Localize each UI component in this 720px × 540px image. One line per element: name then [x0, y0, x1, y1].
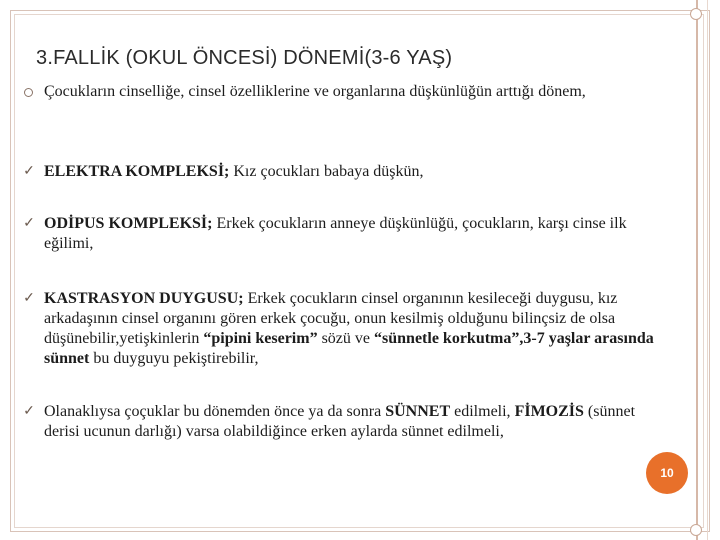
bullet-item	[22, 82, 672, 102]
decorative-rail	[696, 0, 698, 540]
page-number-badge: 10	[646, 452, 688, 494]
ring-top-icon	[690, 8, 702, 20]
bullet-bold-term: ODİPUS KOMPLEKSİ;	[44, 215, 213, 232]
bullet-bold-quote: “sünnetle korkutma”,3-7 yaşlar arasında sünnet	[44, 330, 654, 367]
bullet-bold-term: ELEKTRA KOMPLEKSİ;	[44, 163, 230, 180]
bullet-text: Olanaklıysa çoçuklar bu dönemden önce ya da sonra	[44, 403, 386, 420]
check-icon: ✓	[23, 291, 35, 306]
bullet-text: Çocukların cinselliğe, cinsel özelliklerine ve organlarına düşkünlüğün arttığı dönem,	[44, 83, 586, 100]
bullet-item	[22, 162, 672, 182]
bullet-text: Erkek çocukların cinsel organının kesileceği duygusu, kız arkadaşının cinsel organını gören erkek çocuğu, onun kesilmiş olduğunu bilinçsiz de olsa düşünebilir,yetişkinlerin	[44, 290, 618, 347]
bullet-text: Kız çocukları babaya düşkün,	[229, 163, 424, 180]
decorative-rail-thin	[707, 0, 708, 540]
bullet-item	[22, 214, 672, 254]
bullet-item	[22, 289, 672, 369]
check-icon: ✓	[23, 404, 35, 419]
bullet-bold-term: FİMOZİS	[514, 403, 584, 420]
bullet-text: (sünnet derisi ucunun darlığı) varsa olabildiğince erken aylarda sünnet edilmeli,	[44, 403, 636, 440]
ring-bottom-icon	[690, 524, 702, 536]
bullet-text: bu duyguyu pekiştirebilir,	[89, 350, 259, 367]
bullet-text: Erkek çocukların anneye düşkünlüğü, çocukların, karşı cinse ilk eğilimi,	[44, 215, 627, 252]
bullet-bold-term: KASTRASYON DUYGUSU;	[44, 290, 244, 307]
circle-icon	[24, 88, 33, 97]
check-icon: ✓	[23, 164, 35, 179]
bullet-text: sözü ve	[317, 330, 375, 347]
bullet-bold-quote: “pipini keserim”	[203, 330, 318, 347]
bullet-item	[22, 402, 672, 442]
bullet-text: edilmeli,	[450, 403, 515, 420]
bullet-bold-term: SÜNNET	[385, 403, 451, 420]
check-icon: ✓	[23, 216, 35, 231]
slide-title: 3.FALLİK (OKUL ÖNCESİ) DÖNEMİ(3-6 YAŞ)	[36, 47, 453, 69]
